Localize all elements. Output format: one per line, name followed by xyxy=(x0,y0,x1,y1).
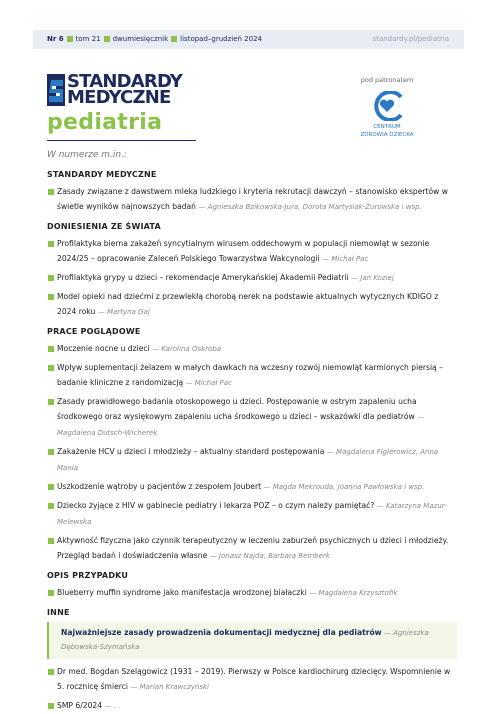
separator-square-icon xyxy=(104,36,110,42)
toc-item[interactable]: SMP 6/2024 — . . xyxy=(47,698,457,714)
item-authors: Magdalena Krzysztofik xyxy=(318,589,398,597)
issue-info xyxy=(47,30,262,49)
patronage-org xyxy=(352,123,422,139)
item-title: Zasady związane z dawstwem mleka ludzkiego i kryteria rekrutacji dawczyń – stanowisko ekspertów w świetle wyników najnowszych badań xyxy=(57,187,448,211)
volume: tom 21 xyxy=(75,35,101,43)
bullet-square-icon xyxy=(48,241,54,247)
toc-item[interactable]: Profilaktyka grypy u dzieci – rekomendacje Amerykańskiej Akademii Pediatrii — Jan Koziej xyxy=(47,270,457,286)
toc-item[interactable]: Moczenie nocne u dzieci — Karolina Oskroba xyxy=(47,341,457,357)
toc-item[interactable]: Dr med. Bogdan Szelągowicz (1931 – 2019). Pierwszy w Polsce kardiochirurg dziecięcy. Wspomnienie w 5. rocznicę śmierci — Marian Krawczyński xyxy=(47,664,457,695)
separator-square-icon xyxy=(171,36,177,42)
highlighted-article[interactable]: Najważniejsze zasady prowadzenia dokumentacji medycznej dla pediatrów — Agnieszka Dębowska-Szymańska xyxy=(47,622,457,659)
bullet-square-icon xyxy=(48,703,54,709)
logo-divider xyxy=(47,140,196,141)
toc-item[interactable]: Blueberry muffin syndrome jako manifestacja wrodzonej białaczki — Magdalena Krzysztofik xyxy=(47,585,457,601)
toc-item[interactable]: Aktywność fizyczna jako czynnik terapeutyczny w leczeniu zaburzeń psychicznych u dzieci i młodzieży. Przegląd badań i doświadczenia własne — Jonasz Najda, Barbara Remberk xyxy=(47,533,457,564)
site-url[interactable]: standardy.pl/pediatria xyxy=(372,35,449,43)
item-title: Dr med. Bogdan Szelągowicz (1931 – 2019). Pierwszy w Polsce kardiochirurg dziecięcy. Wspomnienie w 5. rocznicę śmierci xyxy=(57,667,451,691)
frequency: dwumiesięcznik xyxy=(112,35,169,43)
section-heading: INNE xyxy=(47,608,70,617)
item-title: SMP 6/2024 xyxy=(57,701,103,710)
bullet-square-icon xyxy=(48,275,54,281)
toc-item[interactable]: Uszkodzenie wątroby u pacjentów z zespołem Joubert — Magda Mekrouda, Joanna Pawłowska i wsp. xyxy=(47,479,457,495)
bullet-square-icon xyxy=(48,669,54,675)
item-authors: Jan Koziej xyxy=(360,274,394,282)
item-title: Model opieki nad dziećmi z przewlekłą chorobą nerek na podstawie aktualnych wytycznych KDIGO z 2024 roku xyxy=(57,292,439,316)
toc-item[interactable]: Zasady związane z dawstwem mleka ludzkiego i kryteria rekrutacji dawczyń – stanowisko ekspertów w świetle wyników najnowszych badań — Agnieszka Bzikowska-Jura, Dorota Martysiak-Żurowska i wsp. xyxy=(47,184,457,215)
patronage-block xyxy=(352,76,422,139)
item-title: Profilaktyka grypy u dzieci – rekomendacje Amerykańskiej Akademii Pediatrii xyxy=(57,273,349,282)
bullet-square-icon xyxy=(48,399,54,405)
item-title: Aktywność fizyczna jako czynnik terapeutyczny w leczeniu zaburzeń psychicznych u dzieci i młodzieży. Przegląd badań i doświadczenia własne xyxy=(57,536,449,560)
item-authors: Marian Krawczyński xyxy=(139,683,209,691)
bullet-square-icon xyxy=(48,538,54,544)
section-heading: OPIS PRZYPADKU xyxy=(47,571,129,580)
journal-subtitle: pediatria xyxy=(47,110,163,135)
item-authors: Magdalena Figlerowicz, Anna Mania xyxy=(57,448,439,472)
toc-item[interactable]: Zakażenie HCV u dzieci i młodzieży – aktualny standard postępowania — Magdalena Figlerowicz, Anna Mania xyxy=(47,444,457,476)
toc-item[interactable]: Dziecko żyjące z HIV w gabinecie pediatry i lekarza POZ – o czym należy pamiętać? — Katarzyna Mazur-Melewska xyxy=(47,498,457,530)
journal-logo xyxy=(47,71,183,108)
issue-header-bar xyxy=(33,30,464,49)
section-heading: STANDARDY MEDYCZNE xyxy=(47,170,157,179)
toc-item[interactable]: Profilaktyka bierna zakażeń syncytialnym wirusem oddechowym w populacji niemowląt w sezonie 2024/25 – opracowanie Zaleceń Polskiego Towarzystwa Wakcynologii — Michał Pac xyxy=(47,236,457,267)
toc-item[interactable]: Zasady prawidłowego badania otoskopowego u dzieci. Postępowanie w ostrym zapaleniu ucha środkowego oraz wysiękowym zapaleniu ucha środkowego u dzieci – wskazówki dla pediatrów — Magdalena Dutsch-Wicherek xyxy=(47,394,457,441)
item-title: Blueberry muffin syndrome jako manifestacja wrodzonej białaczki xyxy=(57,588,307,597)
patronage-org-line2: ZDROWIA DZIECKA xyxy=(360,132,414,138)
toc-intro: W numerze m.in.: xyxy=(47,150,128,160)
patronage-org-line1: CENTRUM xyxy=(373,124,401,130)
bullet-square-icon xyxy=(48,484,54,490)
bullet-square-icon xyxy=(48,294,54,300)
item-authors: . . xyxy=(113,702,121,710)
item-title: Uszkodzenie wątroby u pacjentów z zespołem Joubert xyxy=(57,482,262,491)
item-authors: Magda Mekrouda, Joanna Pawłowska i wsp. xyxy=(272,483,425,491)
bullet-square-icon xyxy=(48,189,54,195)
section-heading: DONIESIENIA ZE ŚWIATA xyxy=(47,222,161,231)
toc-item[interactable]: Model opieki nad dziećmi z przewlekłą chorobą nerek na podstawie aktualnych wytycznych KDIGO z 2024 roku — Martyna Gaj xyxy=(47,289,457,320)
logo-s-mark-icon xyxy=(47,74,65,106)
bullet-square-icon xyxy=(48,346,54,352)
item-title: Zakażenie HCV u dzieci i młodzieży – aktualny standard postępowania xyxy=(57,447,325,456)
item-title: Moczenie nocne u dzieci xyxy=(57,344,150,353)
item-authors: Michał Pac xyxy=(194,379,232,387)
item-authors: Magdalena Dutsch-Wicherek xyxy=(57,429,158,437)
item-authors: Martyna Gaj xyxy=(106,308,150,316)
bullet-square-icon xyxy=(48,590,54,596)
patronage-label: pod patronatem xyxy=(360,76,414,84)
item-title: Zasady prawidłowego badania otoskopowego u dzieci. Postępowanie w ostrym zapaleniu ucha środkowego oraz wysiękowym zapaleniu ucha środkowego u dzieci – wskazówki dla pediatrów xyxy=(57,397,417,421)
bullet-square-icon xyxy=(48,449,54,455)
logo-word-standardy: STANDARDY xyxy=(67,71,183,92)
bullet-square-icon xyxy=(48,365,54,371)
item-authors: Jonasz Najda, Barbara Remberk xyxy=(218,552,330,560)
item-authors: Agnieszka Bzikowska-Jura, Dorota Martysiak-Żurowska i wsp. xyxy=(207,203,422,211)
czd-heart-logo-icon xyxy=(370,91,404,121)
issue-number: Nr 6 xyxy=(47,35,64,43)
section-heading: PRACE POGLĄDOWE xyxy=(47,327,141,336)
item-authors: Katarzyna Mazur-Melewska xyxy=(57,502,447,526)
bullet-square-icon xyxy=(48,503,54,509)
logo-word-medyczne: MEDYCZNE xyxy=(67,87,171,108)
table-of-contents xyxy=(47,170,457,714)
item-title: Profilaktyka bierna zakażeń syncytialnym wirusem oddechowym w populacji niemowląt w sezonie 2024/25 – opracowanie Zaleceń Polskiego Towarzystwa Wakcynologii xyxy=(57,239,430,263)
item-title: Wpływ suplementacji żelazem w małych dawkach na wczesny rozwój niemowląt karmionych piersią – badanie kliniczne z randomizacją xyxy=(57,363,443,387)
period: listopad–grudzień 2024 xyxy=(180,35,262,43)
highlight-authors: Agnieszka Dębowska-Szymańska xyxy=(61,629,429,651)
item-authors: Michał Pac xyxy=(331,255,369,263)
highlight-title: Najważniejsze zasady prowadzenia dokumentacji medycznej dla pediatrów xyxy=(61,628,382,637)
separator-square-icon xyxy=(67,36,73,42)
toc-item[interactable]: Wpływ suplementacji żelazem w małych dawkach na wczesny rozwój niemowląt karmionych piersią – badanie kliniczne z randomizacją — Michał Pac xyxy=(47,360,457,391)
item-authors: Karolina Oskroba xyxy=(161,345,222,353)
item-title: Dziecko żyjące z HIV w gabinecie pediatry i lekarza POZ – o czym należy pamiętać? xyxy=(57,501,375,510)
